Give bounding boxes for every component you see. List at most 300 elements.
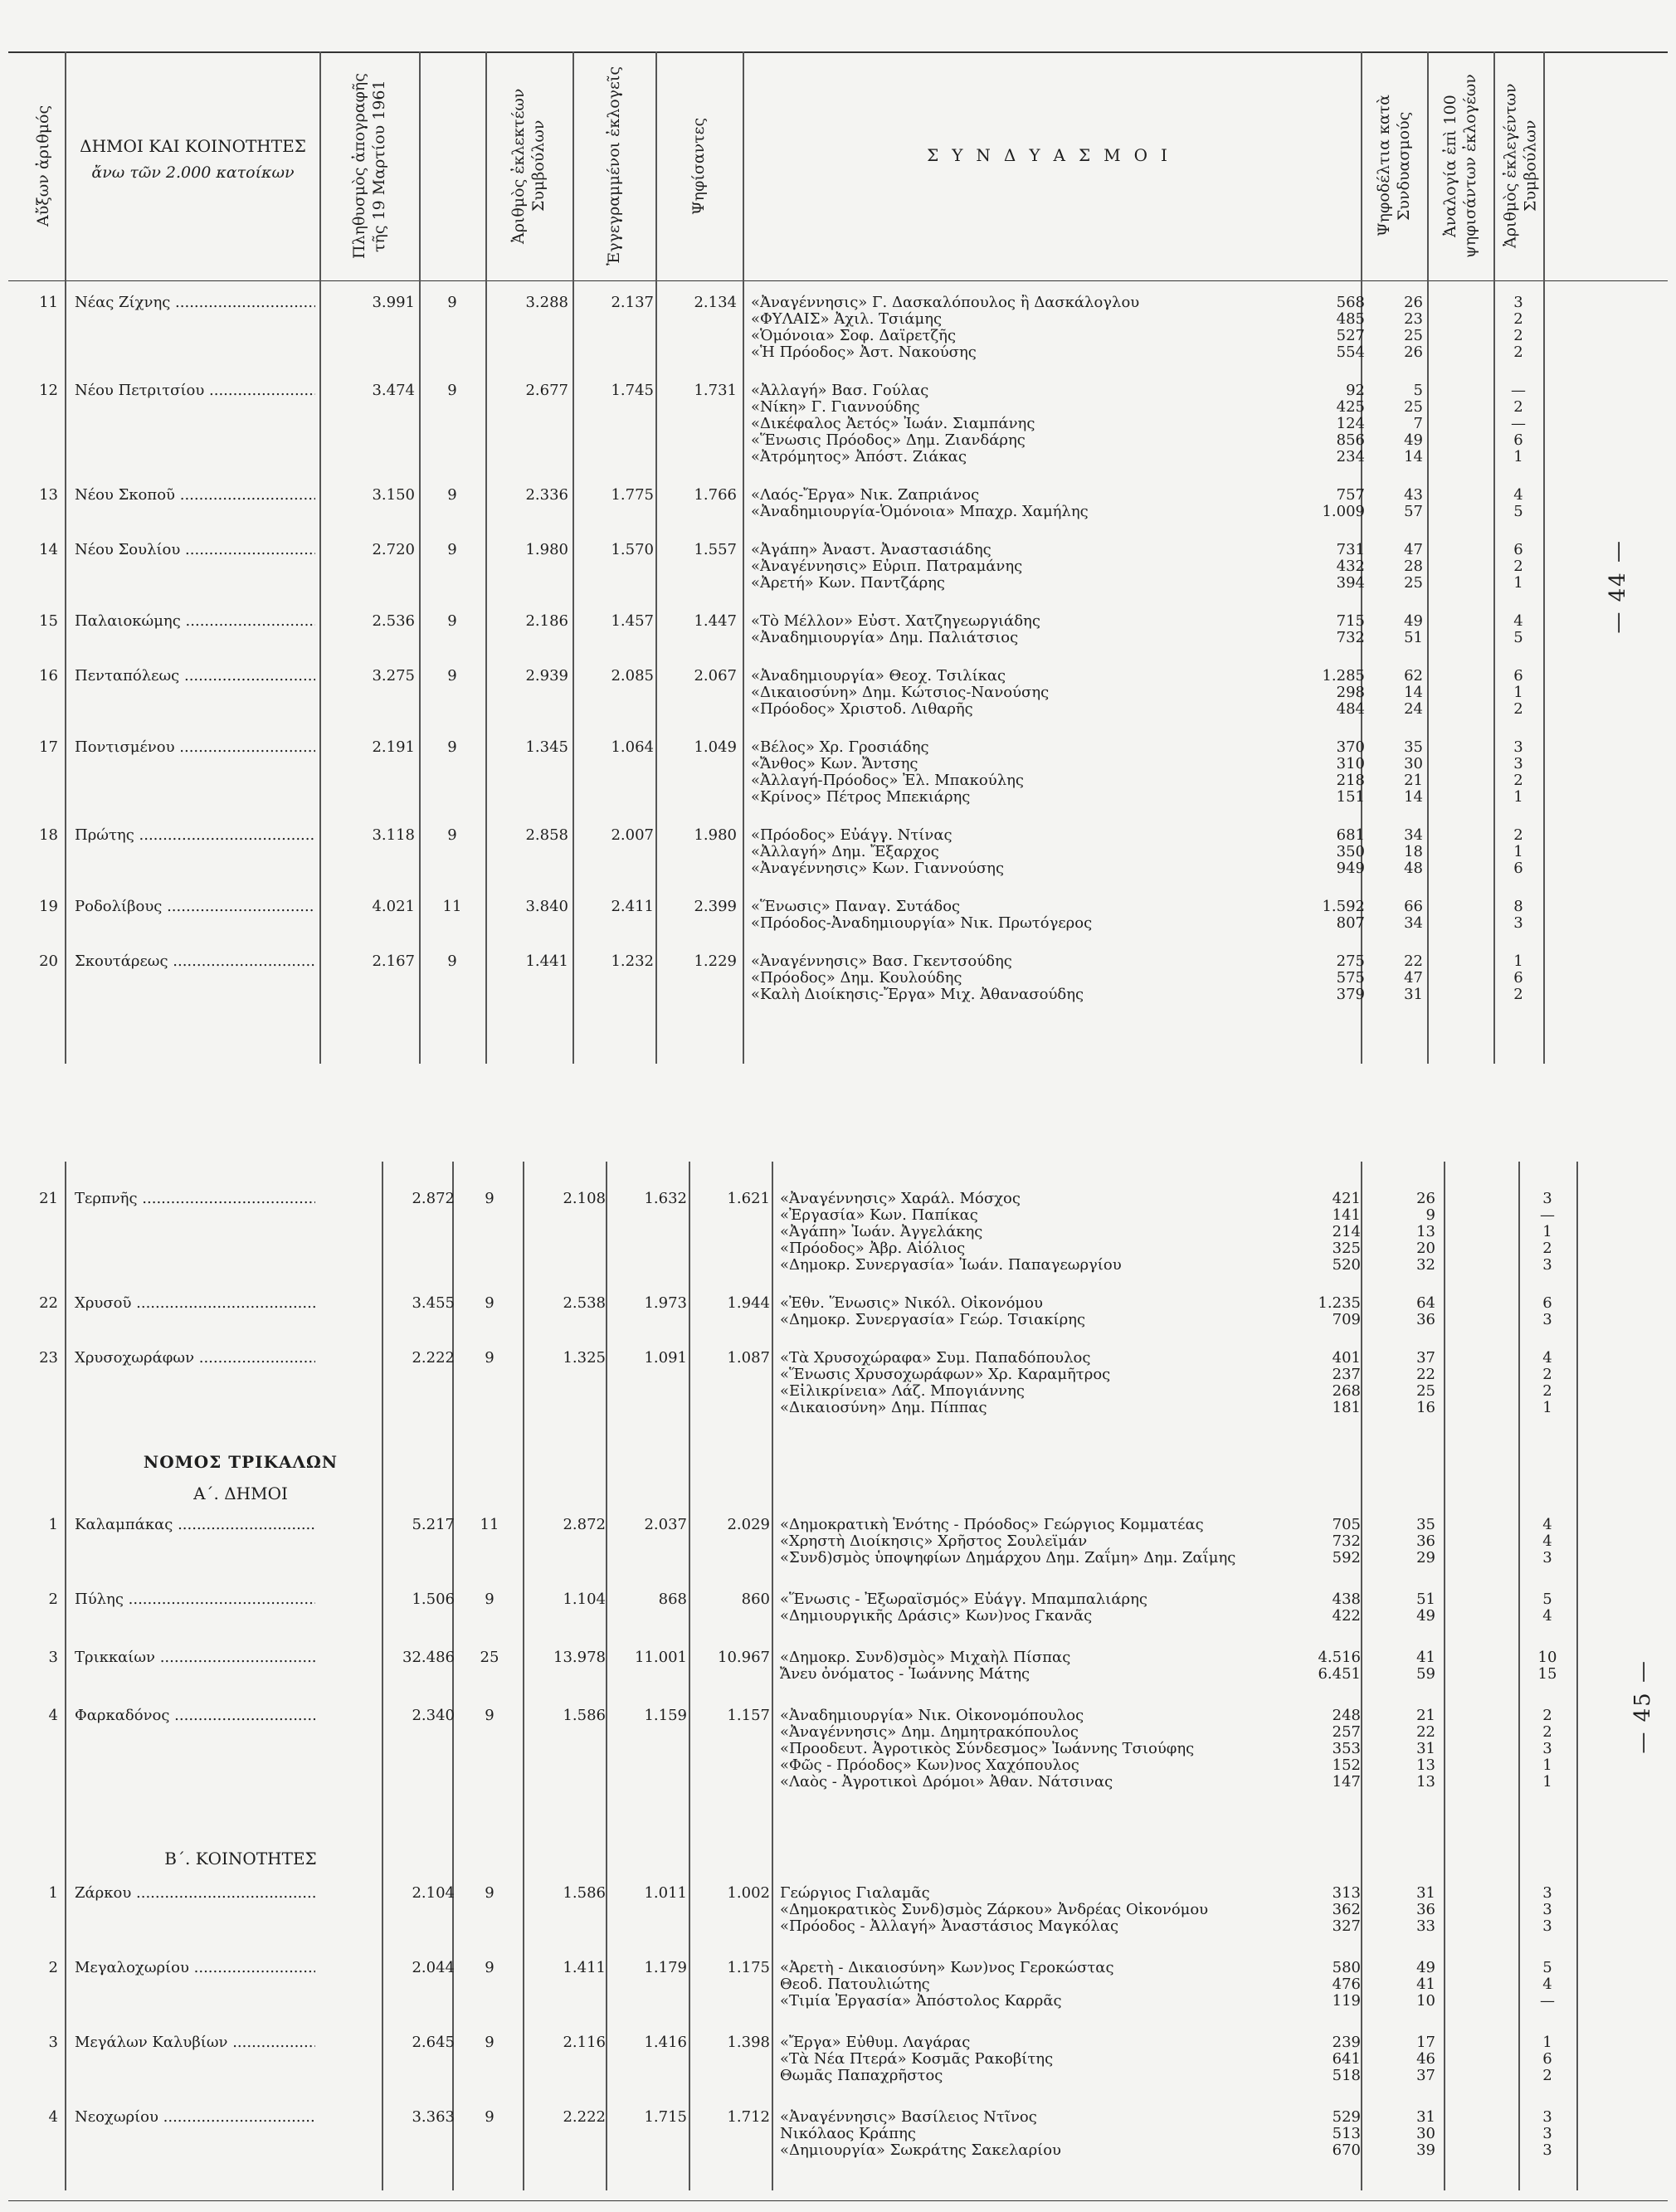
- table-row: [0, 1517, 1676, 1566]
- party-votes: 234: [1336, 448, 1365, 465]
- party-votes: 362: [1332, 1901, 1361, 1918]
- party-elected: 6: [1513, 431, 1523, 449]
- party-elected: 4: [1542, 1976, 1552, 1993]
- table-row: [0, 382, 1676, 465]
- party-elected: 1: [1513, 788, 1523, 806]
- party-list: «Ἀτρόμητος» Ἀπόστ. Ζιάκας: [751, 448, 967, 465]
- party-percent: 31: [1416, 2108, 1435, 2126]
- party-votes: 181: [1332, 1399, 1361, 1416]
- party-elected-list: [1498, 382, 1539, 465]
- party-votes: 438: [1332, 1591, 1361, 1608]
- row-index: 3: [48, 1649, 58, 1666]
- registered-voters: 1.411: [563, 1959, 606, 1976]
- table-row: [0, 2034, 1676, 2084]
- party-votes-list: [1290, 613, 1365, 646]
- population: 32.486: [402, 1649, 455, 1666]
- party-elected: 3: [1542, 2108, 1552, 2126]
- seats-count: 9: [485, 1959, 495, 1976]
- registered-voters: 1.104: [563, 1591, 606, 1608]
- party-elected: 3: [1542, 2141, 1552, 2159]
- party-percent: 29: [1416, 1549, 1435, 1566]
- party-votes-list: [1286, 1591, 1361, 1625]
- party-list: «Καλὴ Διοίκησις-Ἔργα» Μιχ. Ἀθανασούδης: [751, 986, 1084, 1003]
- party-list: «Συνδ)σμὸς ὑποψηφίων Δημάρχου Δημ. Ζαΐμη» Δημ. Ζαΐμης: [780, 1549, 1236, 1566]
- party-elected: 1: [1513, 953, 1523, 970]
- row-index: 13: [39, 486, 58, 504]
- party-votes: 124: [1336, 415, 1365, 432]
- party-votes: 568: [1336, 294, 1365, 311]
- row-index: 1: [48, 1884, 58, 1902]
- party-elected: 1: [1513, 574, 1523, 592]
- seats-count: 25: [480, 1649, 499, 1666]
- party-votes: 527: [1336, 327, 1365, 344]
- party-elected: 5: [1542, 1591, 1552, 1608]
- party-votes: 949: [1336, 860, 1365, 877]
- party-votes: 214: [1332, 1223, 1361, 1240]
- voters-count: 1.159: [644, 1707, 687, 1724]
- party-votes: 432: [1336, 558, 1365, 575]
- valid-ballots: 1.944: [727, 1294, 770, 1312]
- party-votes: 248: [1332, 1707, 1361, 1724]
- party-elected: 6: [1513, 667, 1523, 685]
- header-municipality: [71, 133, 315, 186]
- party-votes: 518: [1332, 2067, 1361, 2084]
- population: 2.191: [372, 738, 415, 756]
- party-votes: 327: [1332, 1917, 1361, 1935]
- row-index: 14: [39, 541, 58, 558]
- valid-ballots: 860: [741, 1591, 770, 1608]
- party-percent: 64: [1416, 1294, 1435, 1312]
- party-votes-list: [1286, 1885, 1361, 1935]
- party-percent: 36: [1416, 1901, 1435, 1918]
- party-list-list: [751, 613, 1332, 646]
- voters-count: 2.037: [644, 1516, 687, 1533]
- party-list: «Λαός-Ἔργα» Νικ. Ζαπριάνος: [751, 486, 980, 504]
- party-votes: 353: [1332, 1740, 1361, 1757]
- row-index: 17: [39, 738, 58, 756]
- party-list: Νικόλαος Κράπης: [780, 2125, 916, 2142]
- party-list: «Ἀρετή» Κων. Παντζάρης: [751, 574, 946, 592]
- row-index: 4: [48, 2108, 58, 2126]
- party-percent: 14: [1404, 448, 1423, 465]
- party-votes-list: [1290, 382, 1365, 465]
- party-votes: 325: [1332, 1240, 1361, 1257]
- party-list: «Δημιουργία» Σωκράτης Σακελαρίου: [780, 2141, 1061, 2159]
- row-index: 2: [48, 1959, 58, 1976]
- municipality-name: Νέου Πετριτσίου .....: [75, 382, 315, 399]
- party-elected-list: [1527, 1295, 1568, 1328]
- party-votes: 757: [1336, 486, 1365, 504]
- party-list: «Ἀγάπη» Ἀναστ. Ἀναστασιάδης: [751, 541, 991, 558]
- party-percent: 14: [1404, 684, 1423, 701]
- party-percent-list: [1377, 1960, 1435, 2010]
- party-list: «Εἰλικρίνεια» Λάζ. Μπογιάννης: [780, 1382, 1025, 1400]
- party-votes: 592: [1332, 1549, 1361, 1566]
- party-elected-list: [1527, 1649, 1568, 1683]
- party-list-list: [751, 739, 1332, 806]
- party-elected: 4: [1542, 1532, 1552, 1550]
- party-list: «Ἐργασία» Κων. Παπίκας: [780, 1206, 978, 1224]
- registered-voters: 1.325: [563, 1349, 606, 1367]
- party-percent-list: [1377, 1517, 1435, 1566]
- row-index: 11: [39, 294, 58, 311]
- party-percent: 34: [1404, 826, 1423, 844]
- party-list-list: [780, 1885, 1361, 1935]
- table-row: [0, 668, 1676, 718]
- party-votes: 237: [1332, 1366, 1361, 1383]
- municipality-name: Μεγαλοχωρίου .....: [75, 1960, 315, 1976]
- party-elected: —: [1511, 415, 1526, 432]
- table-row: [0, 542, 1676, 592]
- population: 3.363: [412, 2108, 455, 2126]
- party-votes: 425: [1336, 398, 1365, 416]
- party-votes: 856: [1336, 431, 1365, 449]
- party-percent-list: [1365, 668, 1423, 718]
- party-percent: 35: [1416, 1516, 1435, 1533]
- party-votes: 239: [1332, 2034, 1361, 2051]
- row-index: 15: [39, 612, 58, 630]
- party-votes: 275: [1336, 953, 1365, 970]
- table-row: [0, 899, 1676, 932]
- party-percent: 37: [1416, 2067, 1435, 2084]
- party-list: «Πρόοδος-Ἀναδημιουργία» Νικ. Πρωτόγερος: [751, 914, 1093, 932]
- registered-voters: 1.586: [563, 1707, 606, 1724]
- population: 2.044: [412, 1959, 455, 1976]
- party-votes-list: [1286, 1350, 1361, 1416]
- party-list: «Πρόοδος» Εὐάγγ. Ντίνας: [751, 826, 952, 844]
- voters-count: 2.007: [611, 826, 654, 844]
- party-votes: 151: [1336, 788, 1365, 806]
- population: 2.645: [412, 2034, 455, 2051]
- row-index: 23: [39, 1349, 58, 1367]
- party-votes: 807: [1336, 914, 1365, 932]
- valid-ballots: 1.712: [727, 2108, 770, 2126]
- party-elected: 3: [1542, 1549, 1552, 1566]
- party-elected-list: [1527, 1350, 1568, 1416]
- population: 2.104: [412, 1884, 455, 1902]
- party-list: «Φῶς - Πρόοδος» Κων)νος Χαχόπουλος: [780, 1756, 1079, 1774]
- party-list-list: [780, 1708, 1361, 1791]
- party-elected: 3: [1542, 1190, 1552, 1207]
- party-elected-list: [1498, 899, 1539, 932]
- population: 2.340: [412, 1707, 455, 1724]
- row-index: 18: [39, 826, 58, 844]
- party-percent-list: [1365, 382, 1423, 465]
- voters-count: 2.085: [611, 667, 654, 685]
- party-elected-list: [1498, 542, 1539, 592]
- party-list-list: [780, 1191, 1361, 1274]
- party-percent: 33: [1416, 1917, 1435, 1935]
- party-votes: 152: [1332, 1756, 1361, 1774]
- party-percent: 7: [1413, 415, 1423, 432]
- party-votes: 147: [1332, 1773, 1361, 1791]
- party-list: «Δημοκρ. Συνεργασία» Ἰωάν. Παπαγεωργίου: [780, 1256, 1122, 1274]
- row-index: 20: [39, 953, 58, 970]
- party-votes-list: [1290, 953, 1365, 1003]
- party-elected-list: [1498, 827, 1539, 877]
- valid-ballots: 1.002: [727, 1884, 770, 1902]
- party-list: «Κρίνος» Πέτρος Μπεκιάρης: [751, 788, 971, 806]
- party-percent: 28: [1404, 558, 1423, 575]
- voters-count: 1.715: [644, 2108, 687, 2126]
- table-row: [0, 1649, 1676, 1683]
- registered-voters: 2.538: [563, 1294, 606, 1312]
- header-population: Πληθυσμὸς ἀπογραφῆς τῆς 19 Μαρτίου 1961: [350, 73, 388, 259]
- table-row: [0, 1885, 1676, 1935]
- registered-voters: 2.336: [525, 486, 568, 504]
- party-list: «Πρόοδος» Ἀβρ. Αἰόλιος: [780, 1240, 966, 1257]
- section-dimoi: Α΄. ΔΗΜΟΙ: [193, 1484, 288, 1503]
- municipality-name: Ζάρκου .....: [75, 1885, 315, 1902]
- party-elected: 3: [1542, 2125, 1552, 2142]
- party-votes: 92: [1346, 382, 1365, 399]
- population: 3.991: [372, 294, 415, 311]
- party-percent: 39: [1416, 2141, 1435, 2159]
- party-percent: 25: [1404, 398, 1423, 416]
- valid-ballots: 1.049: [694, 738, 737, 756]
- party-elected: 2: [1513, 327, 1523, 344]
- party-elected: 2: [1542, 1366, 1552, 1383]
- party-percent: 20: [1416, 1240, 1435, 1257]
- municipality-name: Ποντισμένου .....: [75, 739, 315, 756]
- voters-count: 1.179: [644, 1959, 687, 1976]
- voters-count: 1.775: [611, 486, 654, 504]
- valid-ballots: 10.967: [718, 1649, 770, 1666]
- party-votes-list: [1290, 668, 1365, 718]
- party-list: «Ἀναγέννησις» Εὐριπ. Πατραμάνης: [751, 558, 1023, 575]
- municipality-name: Πρώτης .....: [75, 827, 315, 844]
- party-percent-list: [1377, 1885, 1435, 1935]
- party-list: «Δικέφαλος Ἀετός» Ἰωάν. Σιαμπάνης: [751, 415, 1035, 432]
- party-list: «Δημιουργικῆς Δράσις» Κων)νος Γκανᾶς: [780, 1607, 1093, 1625]
- header-rule: [8, 280, 1668, 281]
- party-percent: 17: [1416, 2034, 1435, 2051]
- party-elected: 5: [1513, 629, 1523, 646]
- party-elected-list: [1527, 1517, 1568, 1566]
- party-list: «Ἀναγέννησις» Βασίλειος Ντῖνος: [780, 2108, 1037, 2126]
- party-votes-list: [1290, 899, 1365, 932]
- party-elected: 2: [1513, 558, 1523, 575]
- party-elected-list: [1527, 1191, 1568, 1274]
- valid-ballots: 2.399: [694, 898, 737, 915]
- party-list: «Τὰ Νέα Πτερά» Κοσμᾶς Ρακοβίτης: [780, 2050, 1054, 2068]
- party-list: «Νίκη» Γ. Γιαννούδης: [751, 398, 920, 416]
- municipality-name: Τερπνῆς .....: [75, 1191, 315, 1207]
- party-percent: 25: [1404, 327, 1423, 344]
- party-list: «Δικαιοσύνη» Δημ. Κώτσιος-Νανούσης: [751, 684, 1050, 701]
- voters-count: 2.411: [611, 898, 654, 915]
- voters-count: 1.973: [644, 1294, 687, 1312]
- valid-ballots: 2.029: [727, 1516, 770, 1533]
- municipality-name: Πενταπόλεως .....: [75, 668, 315, 685]
- party-percent-list: [1377, 1350, 1435, 1416]
- party-list-list: [780, 1649, 1361, 1683]
- seats-count: 9: [447, 294, 457, 311]
- municipality-name: Φαρκαδόνος .....: [75, 1708, 315, 1724]
- voters-count: 11.001: [635, 1649, 687, 1666]
- party-votes: 119: [1332, 1992, 1361, 2010]
- registered-voters: 3.840: [525, 898, 568, 915]
- party-percent-list: [1377, 2034, 1435, 2084]
- party-percent: 32: [1416, 1256, 1435, 1274]
- party-votes-list: [1290, 487, 1365, 520]
- voters-count: 1.416: [644, 2034, 687, 2051]
- party-percent: 5: [1413, 382, 1423, 399]
- party-votes-list: [1286, 1960, 1361, 2010]
- voters-count: 1.457: [611, 612, 654, 630]
- party-elected: 4: [1542, 1607, 1552, 1625]
- population: 2.536: [372, 612, 415, 630]
- party-votes: 670: [1332, 2141, 1361, 2159]
- party-elected: 6: [1513, 969, 1523, 987]
- top-rule: [8, 51, 1668, 53]
- party-list: «Πρόοδος» Δημ. Κουλούδης: [751, 969, 962, 987]
- party-list: «Τιμία Ἐργασία» Ἀπόστολος Καρρᾶς: [780, 1992, 1062, 2010]
- seats-count: 9: [485, 2034, 495, 2051]
- party-list-list: [751, 382, 1332, 465]
- party-percent: 13: [1416, 1756, 1435, 1774]
- header-votes: Ψηφοδέλτια κατὰ Συνδυασμούς: [1375, 95, 1413, 237]
- registered-voters: 2.939: [525, 667, 568, 685]
- party-percent: 9: [1425, 1206, 1435, 1224]
- party-elected: 2: [1542, 1240, 1552, 1257]
- table-row: [0, 1295, 1676, 1328]
- party-list: «Δημοκρατικὸς Συνδ)σμὸς Ζάρκου» Ἀνδρέας Οἰκονόμου: [780, 1901, 1209, 1918]
- header-parties: ΣΥΝΔΥΑΣΜΟΙ: [927, 145, 1181, 165]
- registered-voters: 2.108: [563, 1190, 606, 1207]
- party-percent: 25: [1416, 1382, 1435, 1400]
- party-percent: 22: [1416, 1366, 1435, 1383]
- registered-voters: 2.858: [525, 826, 568, 844]
- seats-count: 9: [485, 1884, 495, 1902]
- party-list: «Βέλος» Χρ. Γροσιάδης: [751, 738, 929, 756]
- party-votes: 580: [1332, 1959, 1361, 1976]
- party-elected-list: [1498, 613, 1539, 646]
- party-percent: 66: [1404, 898, 1423, 915]
- party-votes-list: [1286, 1191, 1361, 1274]
- party-votes-list: [1290, 542, 1365, 592]
- section-koinotites: Β΄. ΚΟΙΝΟΤΗΤΕΣ: [164, 1849, 317, 1869]
- party-elected: 3: [1513, 738, 1523, 756]
- party-list: «Ἀναδημιουργία» Δημ. Παλιάτσιος: [751, 629, 1019, 646]
- party-votes: 732: [1332, 1532, 1361, 1550]
- party-percent: 49: [1404, 612, 1423, 630]
- party-percent: 49: [1416, 1607, 1435, 1625]
- party-percent: 57: [1404, 503, 1423, 520]
- party-percent: 26: [1416, 1190, 1435, 1207]
- population: 2.167: [372, 953, 415, 970]
- valid-ballots: 1.447: [694, 612, 737, 630]
- party-elected: 1: [1542, 1773, 1552, 1791]
- party-percent: 26: [1404, 294, 1423, 311]
- municipality-name: Πύλης .....: [75, 1591, 315, 1608]
- row-index: 4: [48, 1707, 58, 1724]
- party-votes: 313: [1332, 1884, 1361, 1902]
- party-percent: 37: [1416, 1349, 1435, 1367]
- party-percent: 47: [1404, 969, 1423, 987]
- page-44: [0, 0, 1676, 1104]
- population: 3.455: [412, 1294, 455, 1312]
- party-list: Γεώργιος Γιαλαμᾶς: [780, 1884, 930, 1902]
- party-elected: 4: [1542, 1349, 1552, 1367]
- header-municipality-title: ΔΗΜΟΙ ΚΑΙ ΚΟΙΝΟΤΗΤΕΣ: [80, 136, 306, 156]
- party-list: «Ἀλλαγή» Βασ. Γούλας: [751, 382, 929, 399]
- voters-count: 868: [658, 1591, 687, 1608]
- seats-count: 9: [447, 382, 457, 399]
- seats-count: 9: [447, 826, 457, 844]
- registered-voters: 1.586: [563, 1884, 606, 1902]
- row-index: 12: [39, 382, 58, 399]
- party-percent: 21: [1404, 772, 1423, 789]
- valid-ballots: 1.557: [694, 541, 737, 558]
- party-list: Θεοδ. Πατουλιώτης: [780, 1976, 930, 1993]
- party-votes: 394: [1336, 574, 1365, 592]
- party-percent: 18: [1404, 843, 1423, 860]
- party-elected-list: [1498, 487, 1539, 520]
- party-elected-list: [1527, 2109, 1568, 2159]
- registered-voters: 1.345: [525, 738, 568, 756]
- table-row: [0, 2109, 1676, 2159]
- party-list: «Ἀναδημιουργία» Νικ. Οἰκονομόπουλος: [780, 1707, 1084, 1724]
- party-elected: 3: [1513, 294, 1523, 311]
- header-municipality-sub: ἄνω τῶν 2.000 κατοίκων: [91, 163, 295, 182]
- party-votes: 268: [1332, 1382, 1361, 1400]
- party-votes: 370: [1336, 738, 1365, 756]
- table-row: [0, 487, 1676, 520]
- party-list: Θωμᾶς Παπαχρῆστος: [780, 2067, 943, 2084]
- party-elected: 8: [1513, 898, 1523, 915]
- party-percent: 36: [1416, 1311, 1435, 1328]
- party-list-list: [751, 827, 1332, 877]
- party-elected: 2: [1542, 1707, 1552, 1724]
- party-list: «Ἔργα» Εὐθυμ. Λαγάρας: [780, 2034, 971, 2051]
- population: 3.118: [372, 826, 415, 844]
- voters-count: 1.011: [644, 1884, 687, 1902]
- population: 2.222: [412, 1349, 455, 1367]
- party-percent: 13: [1416, 1773, 1435, 1791]
- party-list: «Τὰ Χρυσοχώραφα» Συμ. Παπαδόπουλος: [780, 1349, 1091, 1367]
- party-elected: 3: [1542, 1901, 1552, 1918]
- party-elected: 2: [1513, 986, 1523, 1003]
- table-row: [0, 953, 1676, 1003]
- party-elected: 2: [1513, 700, 1523, 718]
- party-list: «Ἀγάπη» Ἰωάν. Ἀγγελάκης: [780, 1223, 983, 1240]
- party-votes: 484: [1336, 700, 1365, 718]
- party-list: «Δημοκρ. Συνεργασία» Γεώρ. Τσιακίρης: [780, 1311, 1086, 1328]
- party-list: «Δημοκρ. Συνδ)σμὸς» Μιχαὴλ Πίσπας: [780, 1649, 1071, 1666]
- party-percent: 48: [1404, 860, 1423, 877]
- party-elected: 6: [1513, 541, 1523, 558]
- party-votes: 257: [1332, 1723, 1361, 1741]
- party-list: «Λαὸς - Ἀγροτικοὶ Δρόμοι» Ἀθαν. Νάτσινας: [780, 1773, 1113, 1791]
- party-elected: 4: [1513, 612, 1523, 630]
- row-index: 22: [39, 1294, 58, 1312]
- table-row: [0, 613, 1676, 646]
- party-elected: 3: [1542, 1311, 1552, 1328]
- municipality-name: Χρυσοῦ .....: [75, 1295, 315, 1312]
- registered-voters: 1.980: [525, 541, 568, 558]
- party-list-list: [780, 1591, 1361, 1625]
- row-index: 1: [48, 1516, 58, 1533]
- party-votes: 218: [1336, 772, 1365, 789]
- party-elected: 2: [1513, 310, 1523, 328]
- party-elected-list: [1527, 1960, 1568, 2010]
- party-elected-list: [1498, 953, 1539, 1003]
- party-list: «Ἀρετὴ - Δικαιοσύνη» Κων)νος Γεροκώστας: [780, 1959, 1114, 1976]
- party-list: «Προοδευτ. Ἀγροτικὸς Σύνδεσμος» Ἰωάννης Τσιούφης: [780, 1740, 1195, 1757]
- party-list-list: [780, 2109, 1361, 2159]
- registered-voters: 13.978: [553, 1649, 606, 1666]
